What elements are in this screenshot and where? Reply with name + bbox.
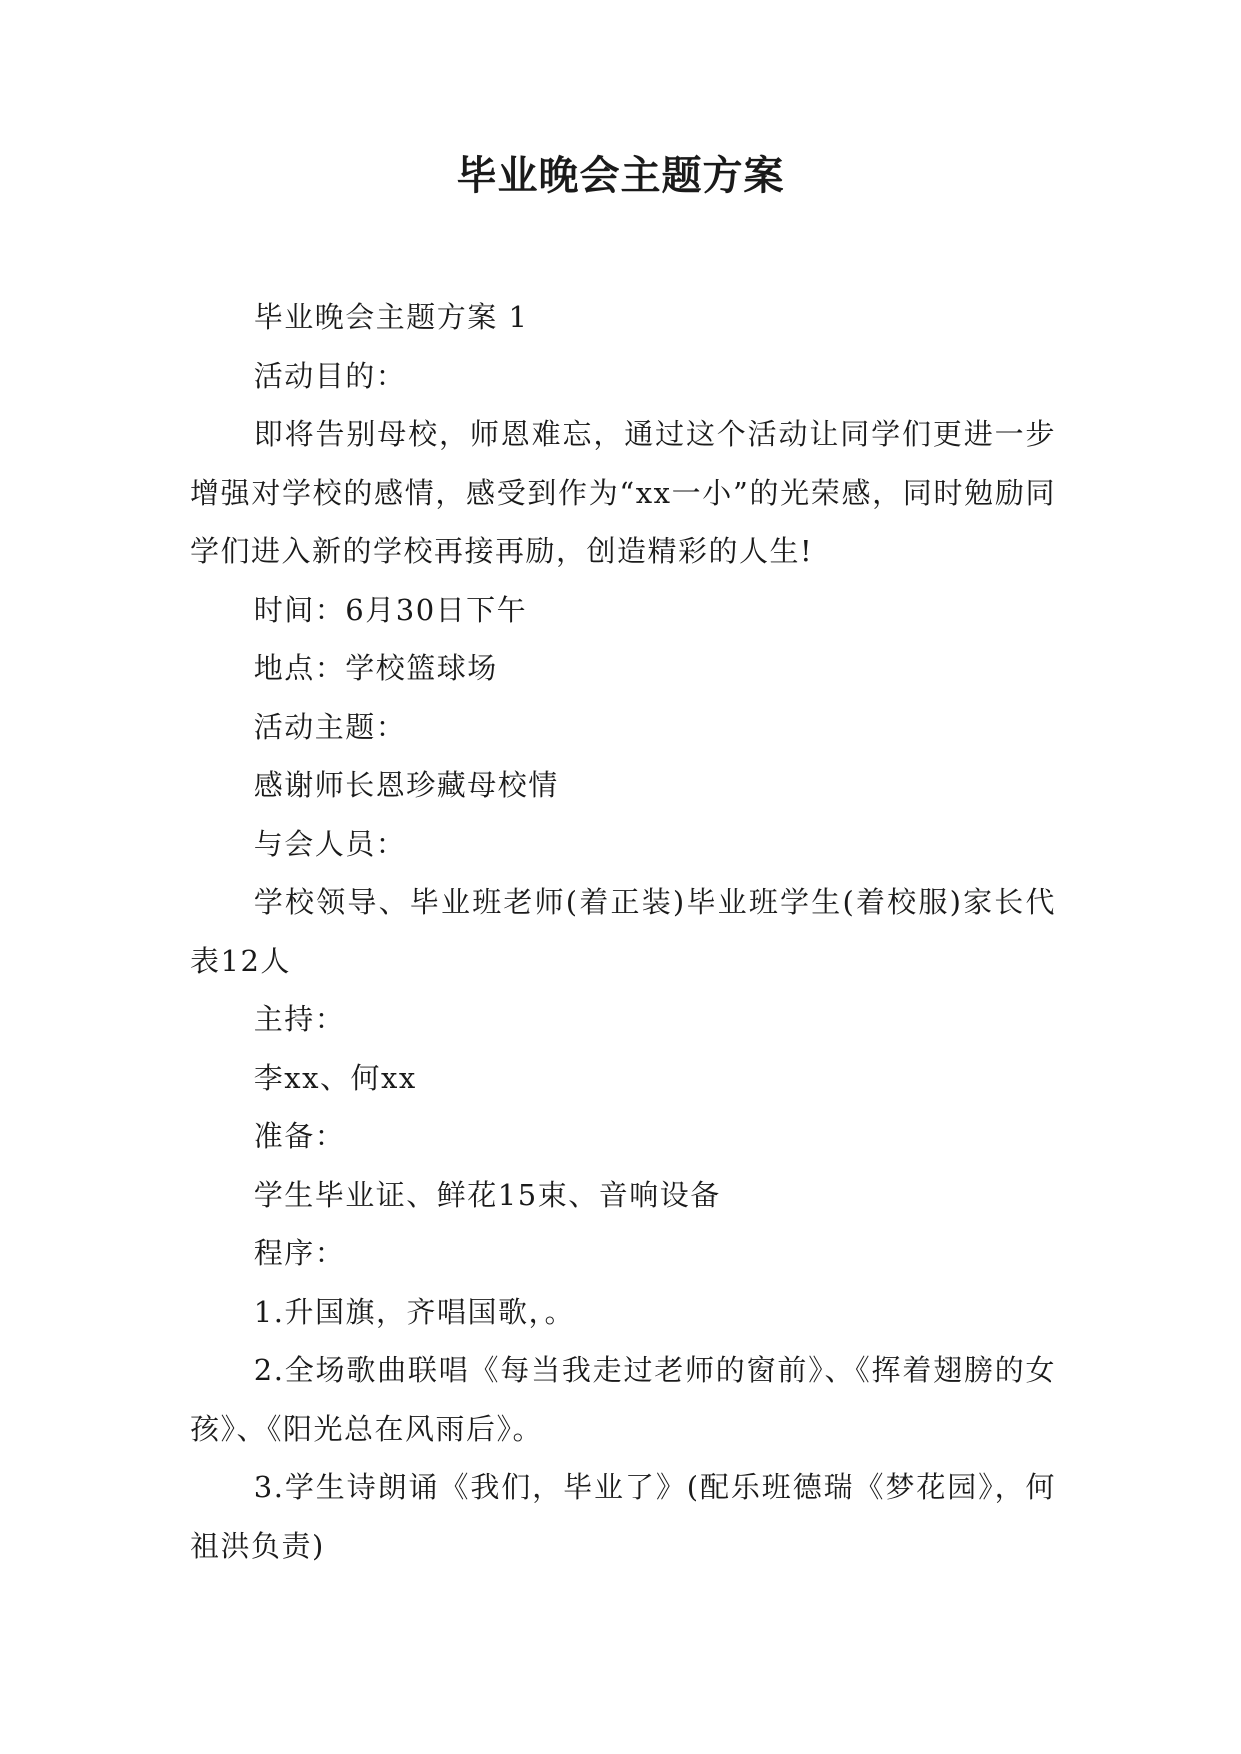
paragraph-host-text: 李xx、何xx [253, 1060, 417, 1095]
paragraph-prep-label: 准备： [253, 1119, 346, 1153]
paragraph-location: 地点：学校篮球场 [253, 651, 498, 685]
paragraph-attendees-text: 学校领导、毕业班老师(着正装)毕业班学生(着校服)家长代表12人 [190, 885, 1056, 978]
paragraph-purpose-label: 活动目的： [253, 358, 407, 393]
paragraph-theme-text: 感谢师长恩珍藏母校情 [253, 768, 559, 802]
paragraph-program-label: 程序： [253, 1236, 346, 1270]
paragraph-purpose-text: 即将告别母校，师恩难忘，通过这个活动让同学们更进一步增强对学校的感情，感受到作为“xx一小”的光荣感，同时勉励同学们进入新的学校再接再励，创造精彩的人生! [190, 417, 1056, 568]
paragraph-time: 时间：6月30日下午 [253, 592, 528, 627]
paragraph-program-item-3: 3.学生诗朗诵《我们，毕业了》(配乐班德瑞《梦花园》，何祖洪负责) [190, 1470, 1056, 1563]
paragraph-attendees-label: 与会人员： [253, 826, 407, 861]
paragraph-host-label: 主持： [253, 1002, 346, 1036]
paragraph-theme-label: 活动主题： [253, 709, 407, 744]
paragraph-prep-text: 学生毕业证、鲜花15束、音响设备 [253, 1177, 721, 1212]
paragraph-program-item-2: 2.全场歌曲联唱《每当我走过老师的窗前》、《挥着翅膀的女孩》、《阳光总在风雨后》。 [190, 1353, 1056, 1446]
document-title: 毕业晚会主题方案 [456, 153, 785, 199]
paragraph-program-item-1: 1.升国旗，齐唱国歌，。 [253, 1294, 575, 1329]
document-body [190, 288, 1056, 1575]
paragraph-section-heading: 毕业晚会主题方案 1 [253, 300, 529, 334]
